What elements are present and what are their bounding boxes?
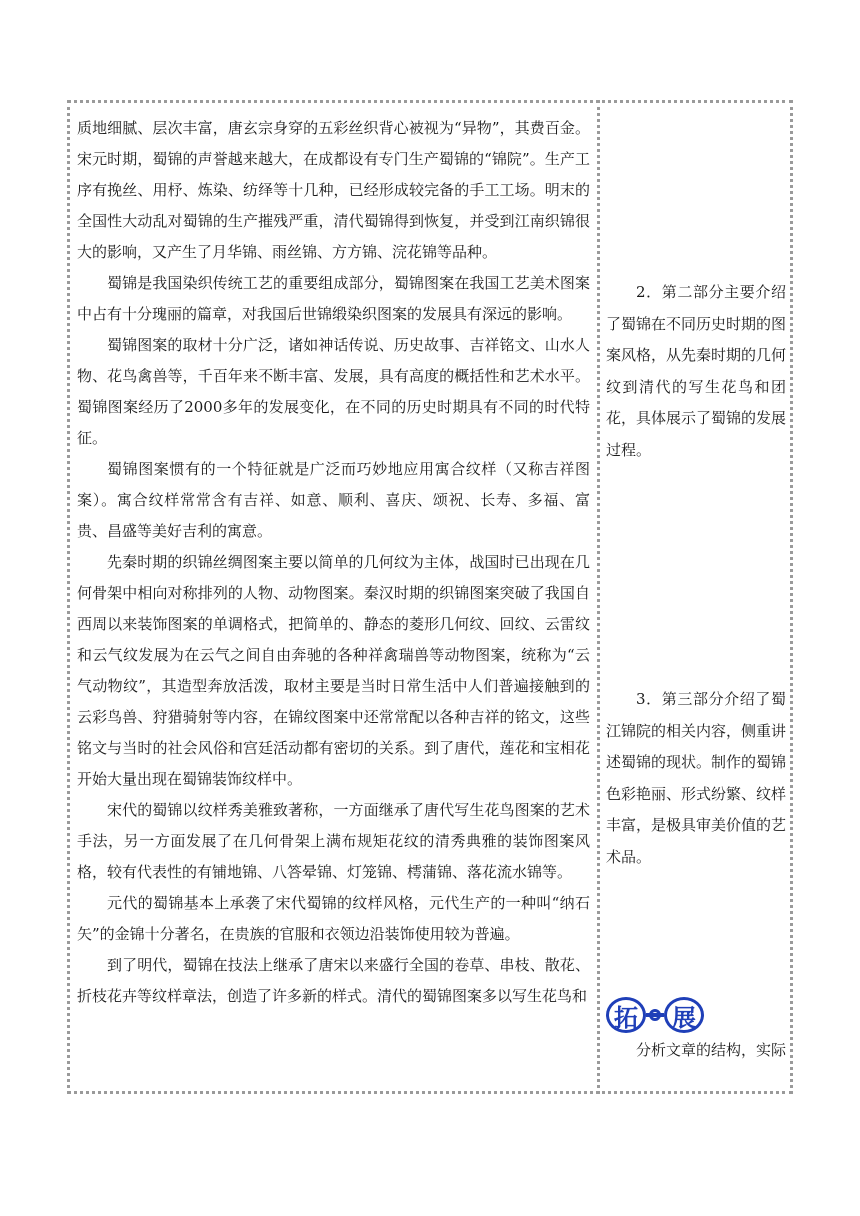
paragraph-7: 元代的蜀锦基本上承袭了宋代蜀锦的纹样风格，元代生产的一种叫“纳石矢”的金锦十分著名，在贵族的官服和衣领边沿装饰使用较为普遍。 [77, 894, 590, 943]
side-note-2-text: 2．第二部分主要介绍了蜀锦在不同历史时期的图案风格，从先秦时期的几何纹到清代的写生花鸟和团花，具体展示了蜀锦的发展过程。 [606, 283, 787, 459]
paragraph-3: 蜀锦图案的取材十分广泛，诸如神话传说、历史故事、吉祥铭文、山水人物、花鸟禽兽等，千百年来不断丰富、发展，具有高度的概括性和艺术水平。蜀锦图案经历了2000多年的发展变化，在不同的历史时期具有不同的时代特征。 [77, 336, 590, 447]
badge-link-icon [646, 1013, 664, 1017]
paragraph-8: 到了明代，蜀锦在技法上继承了唐宋以来盛行全国的卷草、串枝、散花、折枝花卉等纹样章法，创造了许多新的样式。清代的蜀锦图案多以写生花鸟和 [77, 956, 590, 1005]
paragraph-2: 蜀锦是我国染织传统工艺的重要组成部分，蜀锦图案在我国工艺美术图案中占有十分瑰丽的篇章，对我国后世锦缎染织图案的发展具有深远的影响。 [77, 274, 590, 323]
paragraph-5: 先秦时期的织锦丝绸图案主要以简单的几何纹为主体，战国时已出现在几何骨架中相向对称排列的人物、动物图案。秦汉时期的织锦图案突破了我国自西周以来装饰图案的单调格式，把简单的、静态的菱形几何纹、回纹、云雷纹和云气纹发展为在云气之间自由奔驰的各种祥禽瑞兽等动物图案，统称为“云气动物纹”，其造型奔放活泼，取材主要是当时日常生活中人们普遍接触到的云彩鸟兽、狩猎骑射等内容，在锦纹图案中还常常配以各种吉祥的铭文，这些铭文与当时的社会风俗和宫廷活动都有密切的关系。到了唐代，莲花和宝相花开始大量出现在蜀锦装饰纹样中。 [77, 553, 590, 788]
column-divider [597, 100, 600, 1094]
badge-char-1: 拓 [606, 997, 646, 1033]
side-note-2 [606, 277, 786, 466]
badge-char-2: 展 [664, 997, 704, 1033]
side-note-3-text: 3．第三部分介绍了蜀江锦院的相关内容，侧重讲述蜀锦的现状。制作的蜀锦色彩艳丽、形式纷繁、纹样丰富，是极具审美价值的艺术品。 [606, 690, 787, 866]
side-extension-text: 分析文章的结构，实际 [636, 1041, 787, 1059]
paragraph-1: 质地细腻、层次丰富，唐玄宗身穿的五彩丝织背心被视为“异物”，其费百金。宋元时期，蜀锦的声誉越来越大，在成都设有专门生产蜀锦的“锦院”。生产工序有挽丝、用杼、炼染、纺绎等十几种，已经形成较完备的手工工场。明末的全国性大动乱对蜀锦的生产摧残严重，清代蜀锦得到恢复，并受到江南织锦很大的影响，又产生了月华锦、雨丝锦、方方锦、浣花锦等品种。 [77, 119, 590, 261]
extension-badge [606, 997, 704, 1033]
paragraph-6: 宋代的蜀锦以纹样秀美雅致著称，一方面继承了唐代写生花鸟图案的艺术手法，另一方面发展了在几何骨架上满布规矩花纹的清秀典雅的装饰图案风格，较有代表性的有铺地锦、八答晕锦、灯笼锦、樗蒲锦、落花流水锦等。 [77, 801, 590, 881]
paragraph-4: 蜀锦图案惯有的一个特征就是广泛而巧妙地应用寓合纹样（又称吉祥图案）。寓合纹样常常含有吉祥、如意、顺利、喜庆、颂祝、长寿、多福、富贵、昌盛等美好吉利的寓意。 [77, 460, 590, 540]
side-extension [606, 1035, 786, 1067]
side-note-3 [606, 684, 786, 873]
main-text-column [77, 113, 590, 1012]
